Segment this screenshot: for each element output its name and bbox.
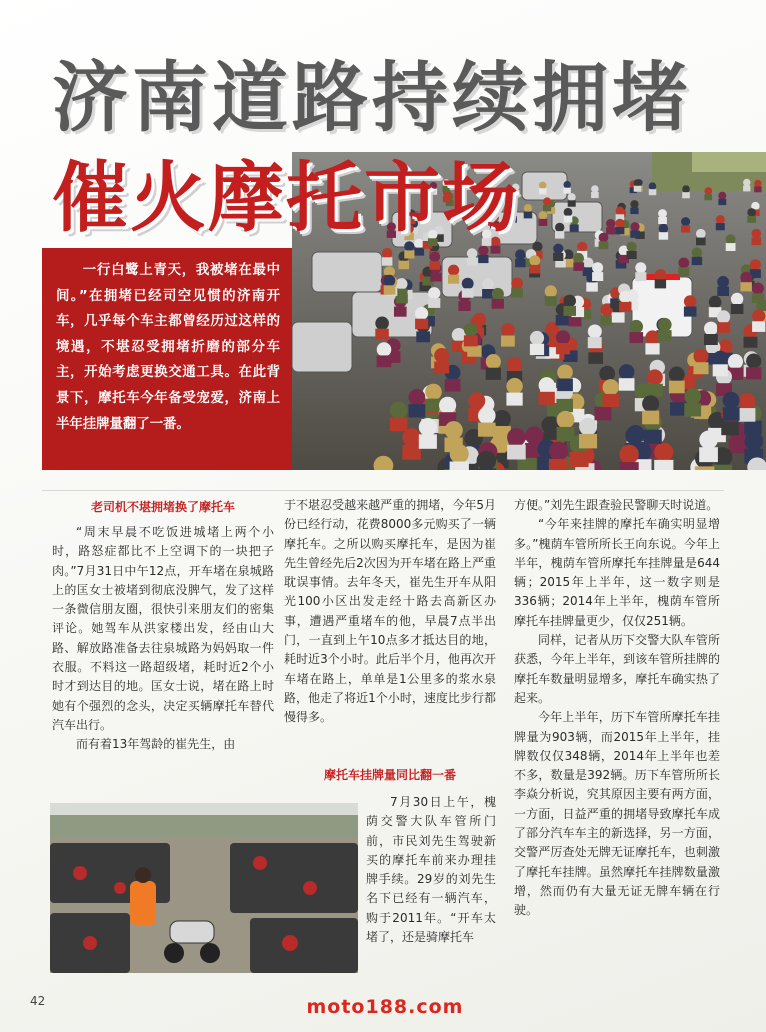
rider-helmet xyxy=(752,309,765,322)
rider-helmet xyxy=(557,411,575,429)
rider-body xyxy=(619,378,635,391)
rider-helmet xyxy=(635,262,646,273)
rider-helmet xyxy=(382,248,392,258)
rider-body xyxy=(515,259,526,267)
rider-helmet xyxy=(694,349,709,364)
rider-body xyxy=(462,288,474,297)
rider-helmet xyxy=(445,421,463,439)
rider-body xyxy=(588,337,602,348)
rider-helmet xyxy=(425,384,442,401)
rider-helmet xyxy=(678,258,689,269)
rider-helmet xyxy=(506,378,522,394)
rider-body xyxy=(642,411,659,425)
rider-body xyxy=(634,186,641,192)
rider-body xyxy=(635,272,646,281)
paragraph: 方便。”刘先生跟查验民警聊天时说道。 xyxy=(514,498,719,512)
rider-body xyxy=(591,192,599,198)
rider-body xyxy=(588,352,603,364)
rider-body xyxy=(678,267,689,276)
rider-body xyxy=(599,241,609,249)
paragraph: “今年来挂牌的摩托车确实明显增多。”槐荫车管所所长王向东说。今年上半年，槐荫车管所摩托车挂牌量是644辆；2015年上半年，这一数字则是336辆；2014年上半年，槐荫车管所摩托车挂牌量更少，仅仅251辆。 xyxy=(514,517,720,628)
rider-body xyxy=(556,315,569,325)
rider-helmet xyxy=(659,224,668,233)
rider-body xyxy=(696,238,706,246)
rider-helmet xyxy=(738,393,755,410)
rider-helmet xyxy=(477,451,497,470)
rider-body xyxy=(729,439,747,454)
rider-helmet xyxy=(744,432,763,451)
rider-helmet xyxy=(750,259,761,270)
rider-body xyxy=(752,321,765,332)
paragraph: 同样，记者从历下交警大队车管所获悉，今年上半年，到该车管所挂牌的摩托车数量明显增多，摩托车确实热了起来。 xyxy=(514,633,720,705)
rider-body xyxy=(601,315,614,325)
rider-body xyxy=(530,265,541,274)
rider-helmet xyxy=(599,366,615,382)
rider-body xyxy=(404,250,414,258)
rider-helmet xyxy=(723,392,740,409)
rider-helmet xyxy=(563,295,576,308)
rider-body xyxy=(743,186,750,192)
rider-body xyxy=(658,330,672,341)
rider-body xyxy=(491,246,501,254)
rider-body xyxy=(506,393,522,406)
rider-helmet xyxy=(658,209,667,218)
rider-body xyxy=(416,331,430,342)
rider-helmet xyxy=(684,295,697,308)
rider-body xyxy=(744,337,758,348)
rider-body xyxy=(507,445,526,460)
rider-body xyxy=(445,379,461,392)
rider-body xyxy=(430,261,441,270)
rider-body xyxy=(726,243,736,251)
rider-helmet xyxy=(478,407,496,425)
rider-body xyxy=(486,368,501,380)
rider-helmet xyxy=(573,253,584,264)
rider-body xyxy=(713,465,732,470)
rider-body xyxy=(396,289,408,298)
rider-helmet xyxy=(482,278,494,290)
rider-helmet xyxy=(462,278,474,290)
rider-helmet xyxy=(428,287,440,299)
rider-helmet xyxy=(669,367,685,383)
rider-body xyxy=(553,253,563,261)
rider-body xyxy=(377,355,392,367)
rider-body xyxy=(382,257,393,265)
headline-line-1: 济南道路持续拥堵 xyxy=(52,53,692,142)
rider-body xyxy=(619,302,631,312)
rider-helmet xyxy=(731,293,743,305)
paragraph: “周末早晨不吃饭进城堵上两个小时，路怒症都比不上空调下的一块把子肉。”7月31日中午12点，开车堵在泉城路上的匡女士被堵到彻底没脾气，发了这样一条微信朋友圈，很快引来朋友们的密集评论。她驾车从洪家楼出发，经由山大路、解放路准备去往泉城路为妈妈取一件衣服。不料这一路超级堵，耗时近2个小时才到达目的地。匡女士说，堵在路上时她有个强烈的念头，决定买辆摩托车替代汽车出行。 xyxy=(52,525,274,732)
rider-helmet xyxy=(478,245,488,255)
rider-body xyxy=(428,298,440,308)
rider-helmet xyxy=(539,211,548,220)
article-column-2-lower xyxy=(366,793,496,947)
rider-body xyxy=(568,316,581,326)
rider-helmet xyxy=(630,222,639,231)
rider-body xyxy=(430,273,441,282)
rider-helmet xyxy=(619,291,631,303)
rider-body xyxy=(557,379,573,392)
rider-helmet xyxy=(754,180,761,187)
intro-box xyxy=(42,248,292,470)
rider-helmet xyxy=(539,377,555,393)
rider-helmet xyxy=(658,318,672,332)
rider-body xyxy=(718,199,726,205)
rider-body xyxy=(704,194,712,200)
rider-helmet xyxy=(603,379,619,395)
rider-helmet xyxy=(549,442,568,461)
rider-helmet xyxy=(486,354,501,369)
article-column-3 xyxy=(514,496,720,921)
rider-helmet xyxy=(654,443,673,462)
rider-body xyxy=(595,407,612,421)
rider-helmet xyxy=(415,307,428,320)
rider-helmet xyxy=(419,418,437,436)
section-subhead-1: 老司机不堪拥堵换了摩托车 xyxy=(90,500,235,514)
rider-helmet xyxy=(630,200,638,208)
rider-body xyxy=(556,343,570,354)
rider-helmet xyxy=(599,233,609,243)
rider-helmet xyxy=(507,357,522,372)
rider-helmet xyxy=(616,207,625,216)
rider-body xyxy=(545,296,557,306)
rider-body xyxy=(586,282,598,291)
rider-body xyxy=(723,407,740,421)
rider-helmet xyxy=(530,331,544,345)
rider-helmet xyxy=(606,219,615,228)
rider-body xyxy=(549,459,568,470)
rider-body xyxy=(717,287,729,296)
rider-body xyxy=(754,186,761,192)
rider-body xyxy=(557,427,575,441)
article-column-1 xyxy=(52,523,274,755)
rider-body xyxy=(415,319,428,330)
rider-helmet xyxy=(718,192,726,200)
rider-helmet xyxy=(752,283,764,295)
rider-helmet xyxy=(647,369,663,385)
rider-helmet xyxy=(704,187,712,195)
rider-helmet xyxy=(655,269,666,280)
rider-body xyxy=(384,285,396,294)
rider-helmet xyxy=(511,278,523,290)
rider-body xyxy=(721,421,739,435)
rider-body xyxy=(738,408,755,422)
motorcycle-lot-photo xyxy=(50,803,358,973)
rider-helmet xyxy=(409,389,426,406)
rider-body xyxy=(492,299,504,309)
rider-body xyxy=(478,255,488,263)
rider-helmet xyxy=(545,285,557,297)
rider-body xyxy=(390,417,407,431)
rider-helmet xyxy=(452,328,466,342)
rider-helmet xyxy=(588,325,602,339)
rider-helmet xyxy=(746,354,761,369)
rider-helmet xyxy=(696,229,706,239)
rider-body xyxy=(563,188,570,194)
rider-helmet xyxy=(543,197,551,205)
rider-body xyxy=(448,275,459,284)
rider-body xyxy=(399,261,410,270)
rider-helmet xyxy=(515,249,526,260)
rider-body xyxy=(511,288,523,297)
rider-helmet xyxy=(627,242,637,252)
rider-body xyxy=(692,257,702,265)
rider-body xyxy=(568,200,576,206)
rider-body xyxy=(645,343,659,354)
rider-body xyxy=(695,466,715,470)
rider-helmet xyxy=(464,323,478,337)
rider-helmet xyxy=(468,392,485,409)
rider-body xyxy=(752,237,762,245)
motorcycle-lot-illustration xyxy=(50,803,358,973)
rider-helmet xyxy=(709,296,722,309)
rider-helmet xyxy=(684,388,701,405)
rider-body xyxy=(592,272,603,281)
rider-body xyxy=(704,334,718,345)
rider-body xyxy=(583,267,594,276)
rider-helmet xyxy=(615,219,624,228)
rider-body xyxy=(740,282,752,291)
rider-body xyxy=(394,307,407,317)
rider-helmet xyxy=(649,182,657,190)
rider-body xyxy=(450,462,469,471)
rider-body xyxy=(524,212,533,219)
rider-body xyxy=(746,367,761,379)
rider-body xyxy=(716,223,725,230)
rider-helmet xyxy=(747,208,756,217)
article-column-2 xyxy=(284,496,496,728)
rider-helmet xyxy=(384,275,396,287)
article-divider xyxy=(42,490,724,491)
rider-helmet xyxy=(642,395,659,412)
rider-body xyxy=(579,434,597,449)
rider-body xyxy=(570,452,589,467)
rider-helmet xyxy=(467,248,477,258)
rider-body xyxy=(477,468,497,470)
rider-helmet xyxy=(553,244,563,254)
rider-helmet xyxy=(577,242,587,252)
rider-helmet xyxy=(507,428,526,447)
rider-body xyxy=(467,345,481,356)
rider-helmet xyxy=(717,310,730,323)
rider-helmet xyxy=(579,418,597,436)
rider-body xyxy=(615,227,624,234)
rider-helmet xyxy=(743,179,750,186)
rider-body xyxy=(402,445,421,460)
rider-body xyxy=(694,362,709,374)
rider-body xyxy=(501,336,515,347)
rider-helmet xyxy=(492,288,504,300)
rider-helmet xyxy=(564,208,573,217)
rider-body xyxy=(556,399,573,412)
rider-helmet xyxy=(396,278,408,290)
rider-helmet xyxy=(728,354,743,369)
rider-helmet xyxy=(529,255,540,266)
rider-helmet xyxy=(430,252,441,263)
rider-body xyxy=(464,335,478,346)
rider-body xyxy=(669,381,685,394)
rider-body xyxy=(603,394,619,407)
rider-helmet xyxy=(524,204,532,212)
rider-body xyxy=(717,322,730,333)
rider-helmet xyxy=(713,351,728,366)
rider-helmet xyxy=(692,247,702,257)
rider-body xyxy=(684,307,697,317)
rider-helmet xyxy=(645,330,659,344)
rider-helmet xyxy=(634,179,641,186)
rider-body xyxy=(670,402,687,415)
rider-body xyxy=(467,258,478,266)
rider-helmet xyxy=(557,365,573,381)
rider-body xyxy=(654,460,673,470)
paragraph: 今年上半年，历下车管所摩托车挂牌量为903辆，而2015年上半年，挂牌数仅仅348辆，2014年上半年也差不多，数量是392辆。历下车管所所长李焱分析说，究其原因主要有两方面，一方面，日益严重的拥堵导致摩托车成了部分汽车车主的新选择，另一方面，交警严厉查处无牌无证摩托车，也刺激了摩托车挂牌。虽然摩托车挂牌数量激增，然而仍有大量无证无牌车辆在行驶。 xyxy=(514,710,720,918)
rider-helmet xyxy=(625,426,643,444)
rider-body xyxy=(414,248,424,256)
rider-helmet xyxy=(375,317,389,331)
rider-body xyxy=(658,217,667,224)
rider-helmet xyxy=(704,322,718,336)
rider-helmet xyxy=(681,217,690,226)
rider-helmet xyxy=(629,320,643,334)
rider-helmet xyxy=(752,229,762,239)
rider-body xyxy=(713,364,728,376)
rider-body xyxy=(684,403,701,416)
rider-body xyxy=(699,447,718,462)
rider-helmet xyxy=(699,431,718,450)
rider-helmet xyxy=(717,276,729,288)
rider-body xyxy=(681,225,690,232)
rider-body xyxy=(573,262,584,271)
rider-helmet xyxy=(726,234,736,244)
rider-helmet xyxy=(450,444,469,463)
footer-website-link[interactable]: moto188.com xyxy=(306,996,464,1018)
rider-body xyxy=(612,312,625,322)
rider-body xyxy=(659,232,668,240)
rider-body xyxy=(747,216,756,223)
rider-helmet xyxy=(390,402,407,419)
rider-helmet xyxy=(493,410,511,428)
rider-body xyxy=(606,227,615,234)
rider-helmet xyxy=(619,445,638,464)
rider-body xyxy=(630,230,639,237)
paragraph: 而有着13年驾龄的崔先生，由 xyxy=(76,737,236,752)
rider-helmet xyxy=(556,330,570,344)
page-number: 42 xyxy=(30,994,46,1008)
rider-body xyxy=(564,216,573,223)
rider-body xyxy=(375,329,389,340)
rider-helmet xyxy=(555,223,564,232)
rider-body xyxy=(644,430,662,444)
rider-helmet xyxy=(434,348,449,363)
rider-body xyxy=(649,189,657,195)
rider-body xyxy=(539,219,548,226)
rider-body xyxy=(419,434,437,449)
rider-helmet xyxy=(592,262,603,273)
rider-helmet xyxy=(583,258,594,269)
rider-body xyxy=(539,188,547,194)
rider-body xyxy=(682,192,690,198)
rider-body xyxy=(478,423,496,437)
section-subhead-2: 摩托车挂牌量同比翻一番 xyxy=(323,768,456,782)
paragraph: 于不堪忍受越来越严重的拥堵，今年5月份已经行动，花费8000多元购买了一辆摩托车。之所以购买摩托车，是因为崔先生曾经先后2次因为开车堵在路上严重耽误事情。去年冬天，崔先生开车从阳光100小区出发走经十路去高新区办事，遭遇严重堵车的他，早晨7点半出门，一直到上午10点多才抵达目的地，耗时近3个小时。此后半个月，他再次开车堵在路上，单单是1公里多的浆水泉路，他走了将近1个小时，速度比步行都慢得多。 xyxy=(284,498,496,725)
rider-helmet xyxy=(448,265,459,276)
rider-body xyxy=(458,301,470,311)
rider-body xyxy=(563,306,576,316)
paragraph: 7月30日上午，槐荫交警大队车管所门前，市民刘先生驾驶新买的摩托车前来办理挂牌手续。29岁的刘先生名下已经有一辆汽车，购于2011年。“开车太堵了，还是骑摩托车 xyxy=(366,795,496,945)
rider-body xyxy=(655,279,666,288)
rider-body xyxy=(629,332,643,343)
rider-body xyxy=(530,344,544,355)
rider-body xyxy=(570,224,579,231)
rider-helmet xyxy=(740,272,752,284)
rider-body xyxy=(539,392,555,405)
rider-helmet xyxy=(682,185,690,193)
rider-helmet xyxy=(591,185,599,193)
headline-line-2: 催火摩托市场 xyxy=(52,153,520,242)
rider-body xyxy=(630,208,638,215)
rider-helmet xyxy=(439,397,456,414)
rider-body xyxy=(409,404,426,417)
rider-body xyxy=(731,304,744,314)
rider-helmet xyxy=(716,215,725,224)
rider-helmet xyxy=(619,364,635,380)
rider-body xyxy=(627,251,637,259)
rider-body xyxy=(555,231,564,239)
intro-text: 一行白鹭上青天，我被堵在最中间。”在拥堵已经司空见惯的济南开车，几乎每个车主都曾经历过这样的境遇，不堪忍受拥堵折磨的部分车主，开始考虑更换交通工具。在此背景下，摩托车今年备受宠爱，济南上半年挂牌量翻了一番。 xyxy=(56,263,280,432)
rider-helmet xyxy=(539,182,546,189)
rider-body xyxy=(543,205,551,212)
rider-body xyxy=(619,462,638,470)
rider-helmet xyxy=(501,323,515,337)
rider-body xyxy=(434,362,449,374)
rider-helmet xyxy=(377,342,392,357)
rider-helmet xyxy=(568,193,576,201)
rider-helmet xyxy=(564,181,571,188)
